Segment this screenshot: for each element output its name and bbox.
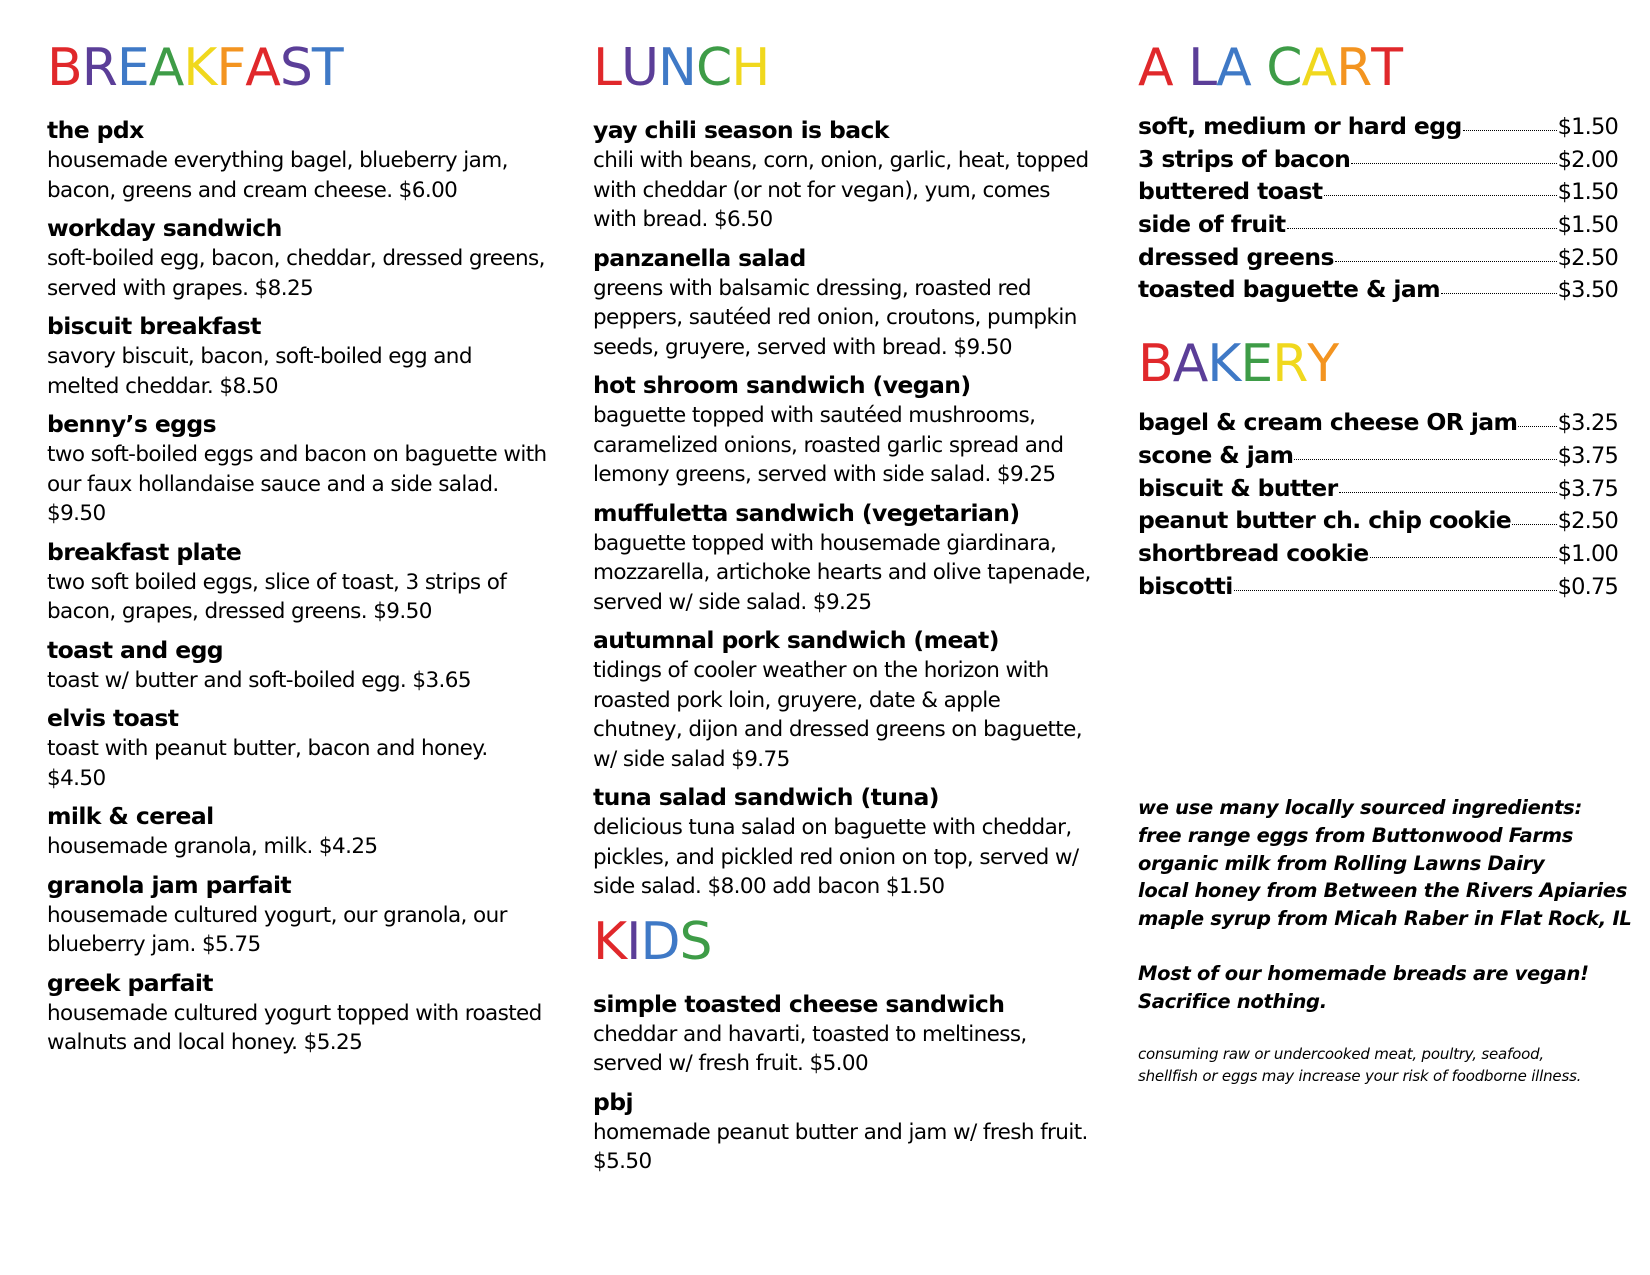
foodborne-warning [1138,1043,1638,1087]
price-list-item-price: $3.50 [1557,277,1618,304]
menu-item-name: granola jam parfait [47,870,292,899]
menu-item-description: toast with peanut butter, bacon and honey. $4.50 [47,736,488,791]
menu-item-name: simple toasted cheese sandwich [593,989,1005,1018]
vegan-line: Most of our homemade breads are vegan! [1138,961,1589,985]
heading-letter: N [658,38,696,98]
price-list-item-name: biscuit & butter [1138,473,1338,502]
price-list-item-price: $1.50 [1557,114,1618,140]
menu-item-description: housemade everything bagel, blueberry jam, bacon, greens and cream cheese. $6.00 [47,148,508,203]
heading-letter: A [245,38,280,98]
heading-letter: R [1272,334,1308,395]
price-list-item-name: side of fruit [1138,210,1286,239]
dotted-leader [1512,524,1556,525]
menu-item-description: soft-boiled egg, bacon, cheddar, dressed greens, served with grapes. $8.25 [47,246,545,301]
menu-item [47,310,547,401]
menu-item-name: toast and egg [47,635,224,664]
sourcing-line: organic milk from Rolling Lawns Dairy [1138,851,1545,875]
a-la-cart-heading [1138,38,1618,102]
breakfast-column [47,0,547,1065]
heading-letter: Y [1307,334,1339,395]
price-list-row [1138,474,1618,507]
dotted-leader [1463,130,1557,131]
menu-item-name: yay chili season is back [593,116,889,144]
menu-item-name: greek parfait [47,968,213,997]
menu-item-name: benny’s eggs [47,410,217,438]
price-list-item-price: $3.75 [1557,442,1618,469]
heading-letter: A [1216,38,1251,98]
menu-item-name: the pdx [47,116,144,144]
price-list-row [1138,145,1618,178]
menu-notes [1138,794,1638,1087]
menu-item-description: baguette topped with sautéed mushrooms, caramelized onions, roasted garlic spread and lemony greens, served with side salad. $9.25 [593,403,1064,487]
lunch-items [593,114,1093,902]
menu-item [47,536,547,627]
price-list-item-name: toasted baguette & jam [1138,275,1441,304]
dotted-leader [1441,293,1557,294]
heading-letter: A [148,38,184,98]
price-list-item-price: $1.50 [1557,212,1618,239]
price-list-item-name: biscotti [1138,571,1233,600]
menu-item [593,369,1093,490]
dotted-leader [1234,590,1557,591]
price-list-row [1138,275,1618,308]
heading-letter: A [1301,38,1337,98]
heading-letter: U [620,38,659,98]
heading-letter: S [679,911,712,972]
heading-letter: A [1172,334,1208,395]
breakfast-items [47,114,547,1058]
dotted-leader [1518,426,1556,427]
kids-items [593,988,1093,1177]
sourcing-line: we use many locally sourced ingredients: [1138,796,1582,819]
price-list-item-price: $2.50 [1557,508,1618,535]
menu-item [47,408,547,529]
menu-item-name: panzanella salad [593,243,806,272]
warning-line: consuming raw or undercooked meat, poultry, seafood, [1138,1044,1544,1063]
price-list-row [1138,572,1618,605]
menu-item [593,1086,1093,1177]
price-list-row [1138,177,1618,210]
menu-item-description: two soft-boiled eggs and bacon on baguette with our faux hollandaise sauce and a side salad. $9.50 [47,442,547,526]
menu-item [593,114,1093,235]
price-list-item-price: $3.75 [1557,475,1618,502]
breakfast-heading [47,38,547,102]
menu-item [47,869,547,960]
vegan-line: Sacrifice nothing. [1138,989,1327,1013]
vegan-note [1138,960,1638,1016]
heading-letter: E [116,38,149,98]
price-list-item-price: $3.25 [1557,410,1618,437]
heading-letter: C [695,38,732,98]
sourcing-line: local honey from Between the Rivers Apiaries [1138,879,1628,903]
heading-letter: R [1336,38,1372,98]
price-list-row [1138,408,1618,441]
menu-item-description: homemade peanut butter and jam w/ fresh fruit. $5.50 [593,1119,1088,1174]
menu-item [47,114,547,205]
menu-item [593,242,1093,363]
menu-item-name: milk & cereal [47,802,214,830]
price-list-item-price: $1.00 [1557,540,1618,567]
lunch-column [593,0,1093,1184]
menu-item [47,702,547,793]
sourcing-line: free range eggs from Buttonwood Farms [1138,823,1574,847]
dotted-leader [1335,261,1557,262]
menu-item-name: breakfast plate [47,537,242,566]
a-la-cart-list [1138,112,1618,308]
menu-item-description: housemade granola, milk. $4.25 [47,834,378,859]
heading-letter: K [183,38,217,98]
heading-letter: F [216,38,246,98]
menu-item [47,634,547,696]
price-list-item-price: $2.50 [1557,244,1618,271]
price-list-item-price: $2.00 [1557,146,1618,173]
dotted-leader [1351,163,1556,164]
menu-item [593,781,1093,902]
menu-item-description: toast w/ butter and soft-boiled egg. $3.65 [47,667,471,693]
menu-item [593,988,1093,1079]
heading-letter: B [47,38,82,98]
price-list-item-price: $1.50 [1557,179,1618,206]
sourcing-notes [1138,794,1638,933]
price-list-item-name: buttered toast [1138,177,1323,206]
price-list-item-name: 3 strips of bacon [1138,144,1351,173]
menu-item-description: greens with balsamic dressing, roasted red peppers, sautéed red onion, croutons, pumpkin seeds, gruyere, served with bread. $9.50 [593,275,1077,360]
price-list-row [1138,112,1618,145]
dotted-leader [1370,557,1557,558]
lunch-heading [593,38,1093,102]
menu-item-description: baguette topped with housemade giardinara, mozzarella, artichoke hearts and olive tapenade, served w/ side salad. $9.25 [593,530,1091,615]
price-list-item-name: soft, medium or hard egg [1138,112,1462,140]
menu-item-name: hot shroom sandwich (vegan) [593,371,971,399]
price-list-row [1138,243,1618,276]
warning-line: shellfish or eggs may increase your risk of foodborne illness. [1138,1066,1582,1085]
heading-letter: T [311,38,343,98]
menu-item-name: muffuletta sandwich (vegetarian) [593,498,1020,527]
price-list-item-name: peanut butter ch. chip cookie [1138,506,1512,535]
heading-letter [1173,42,1189,94]
heading-letter: E [1240,334,1273,395]
price-list-item-price: $0.75 [1557,573,1618,600]
a-la-cart-column [1138,0,1618,604]
heading-letter: K [1207,334,1241,395]
heading-letter: B [1138,334,1173,395]
dotted-leader [1294,459,1556,460]
menu-item-description: housemade cultured yogurt topped with roasted walnuts and local honey. $5.25 [47,1000,542,1055]
menu-item-description: delicious tuna salad on baguette with cheddar, pickles, and pickled red onion on top, served w/ side salad. $8.00 add bacon $1.50 [593,815,1079,899]
menu-item-description: chili with beans, corn, onion, garlic, heat, topped with cheddar (or not for vegan), yum, comes with bread. $6.50 [593,148,1089,232]
heading-letter: H [731,38,770,98]
menu-item [593,624,1093,774]
price-list-item-name: bagel & cream cheese OR jam [1138,408,1518,437]
heading-letter: R [81,38,117,98]
heading-letter: L [593,38,621,98]
heading-letter: D [640,911,680,972]
menu-item-description: cheddar and havarti, toasted to meltiness, served w/ fresh fruit. $5.00 [593,1021,1027,1076]
dotted-leader [1339,492,1557,493]
menu-item [47,800,547,862]
menu-item-name: tuna salad sandwich (tuna) [593,783,939,811]
heading-letter: S [279,38,312,98]
menu-item-name: biscuit breakfast [47,312,261,340]
menu-item-name: elvis toast [47,704,179,732]
heading-letter: K [593,911,627,972]
menu-item-description: housemade cultured yogurt, our granola, our blueberry jam. $5.75 [47,902,507,957]
menu-item-name: autumnal pork sandwich (meat) [593,626,999,654]
menu-item [47,967,547,1058]
menu-item [47,212,547,303]
kids-heading [593,911,1093,976]
menu-item-description: two soft boiled eggs, slice of toast, 3 strips of bacon, grapes, dressed greens. $9.50 [47,569,507,624]
price-list-row [1138,539,1618,572]
bakery-list [1138,408,1618,604]
heading-letter: C [1266,38,1302,98]
price-list-row [1138,210,1618,243]
menu-item-description: savory biscuit, bacon, soft-boiled egg and melted cheddar. $8.50 [47,344,472,399]
menu-item-name: pbj [593,1087,633,1116]
dotted-leader [1324,195,1557,196]
price-list-item-name: scone & jam [1138,440,1294,469]
heading-letter: I [626,911,641,972]
heading-letter: L [1188,38,1217,98]
price-list-row [1138,506,1618,539]
menu-item-description: tidings of cooler weather on the horizon with roasted pork loin, gruyere, date & apple chutney, dijon and dressed greens on baguette, w/ side salad $9.75 [593,658,1082,772]
menu-item-name: workday sandwich [47,214,282,242]
price-list-item-name: shortbread cookie [1138,538,1369,567]
heading-letter: T [1371,38,1402,98]
price-list-row [1138,441,1618,474]
menu-item [593,497,1093,618]
bakery-heading [1138,334,1618,398]
sourcing-line: maple syrup from Micah Raber in Flat Rock, IL [1138,907,1632,931]
heading-letter: A [1138,38,1173,98]
heading-letter [1251,42,1267,94]
price-list-item-name: dressed greens [1138,242,1334,271]
dotted-leader [1287,228,1557,229]
